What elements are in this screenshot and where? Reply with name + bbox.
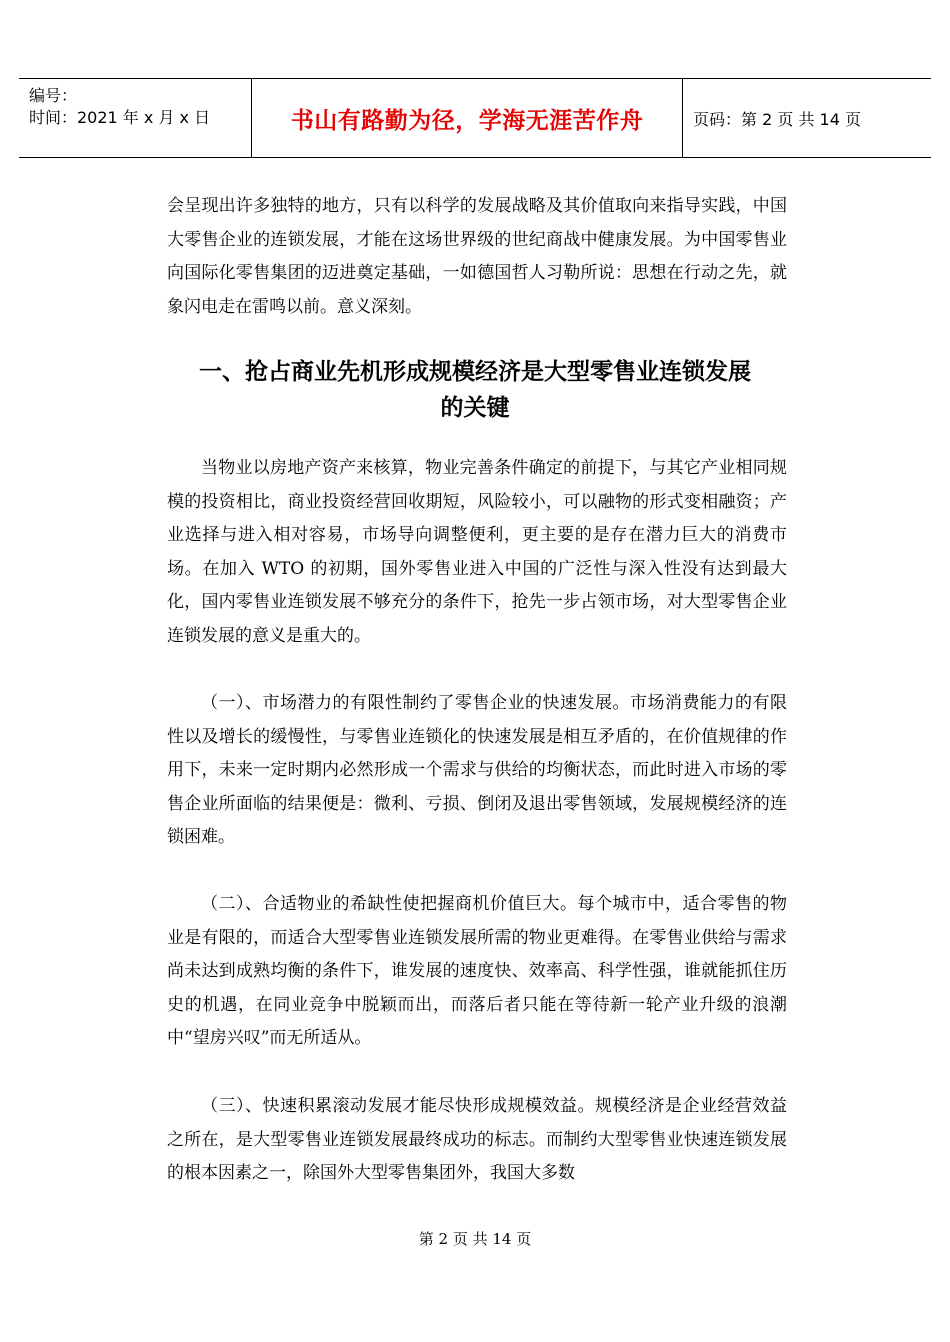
section-heading-line: 一、抢占商业先机形成规模经济是大型零售业连锁发展 <box>199 359 751 385</box>
page-footer: 第 2 页 共 14 页 <box>418 1230 532 1248</box>
header-meta <box>29 85 251 129</box>
section-heading <box>160 354 790 426</box>
header-divider <box>682 79 683 157</box>
paragraph-intro: 会呈现出许多独特的地方，只有以科学的发展战略及其价值取向来指导实践，中国大零售企业的连锁发展，才能在这场世界级的世纪商战中健康发展。为中国零售业向国际化零售集团的迈进奠定基础，一如德国哲人习勒所说：思想在行动之先，就象闪电走在雷鸣以前。意义深刻。 <box>167 196 787 317</box>
document-number-label: 编号： <box>29 86 78 105</box>
paragraph-2: （一）、市场潜力的有限性制约了零售企业的快速发展。市场消费能力的有限性以及增长的缓慢性，与零售业连锁化的快速发展是相互矛盾的，在价值规律的作用下，未来一定时期内必然形成一个需求与供给的均衡状态，而此时进入市场的零售企业所面临的结果便是：微利、亏损、倒闭及退出零售领域，发展规模经济的连锁困难。 <box>167 693 787 848</box>
paragraph-1: 当物业以房地产资产来核算，物业完善条件确定的前提下，与其它产业相同规模的投资相比，商业投资经营回收期短，风险较小，可以融物的形式变相融资；产业选择与进入相对容易，市场导向调整便利，更主要的是存在潜力巨大的消费市场。在加入 WTO 的初期，国外零售业进入中国的广泛性与深入性没有达到最大化，国内零售业连锁发展不够充分的条件下，抢先一步占领市场，对大型零售企业连锁发展的意义是重大的。 <box>167 458 787 646</box>
paragraph-4: （三）、快速积累滚动发展才能尽快形成规模效益。规模经济是企业经营效益之所在，是大型零售业连锁发展最终成功的标志。而制约大型零售业快速连锁发展的根本因素之一，除国外大型零售集团外，我国大多数 <box>167 1096 787 1184</box>
page-header <box>19 78 931 158</box>
header-motto: 书山有路勤为径，学海无涯苦作舟 <box>290 107 644 134</box>
paragraph-3: （二）、合适物业的希缺性使把握商机价值巨大。每个城市中，适合零售的物业是有限的，而适合大型零售业连锁发展所需的物业更难得。在零售业供给与需求尚未达到成熟均衡的条件下，谁发展的速度快、效率高、科学性强，谁就能抓住历史的机遇，在同业竞争中脱颖而出，而落后者只能在等待新一轮产业升级的浪潮中“望房兴叹”而无所适从。 <box>167 894 787 1049</box>
header-page-number: 页码：第 2 页 共 14 页 <box>693 109 861 129</box>
document-time-label: 时间：2021 年 x 月 x 日 <box>29 108 211 127</box>
section-heading-line: 的关键 <box>440 395 510 421</box>
